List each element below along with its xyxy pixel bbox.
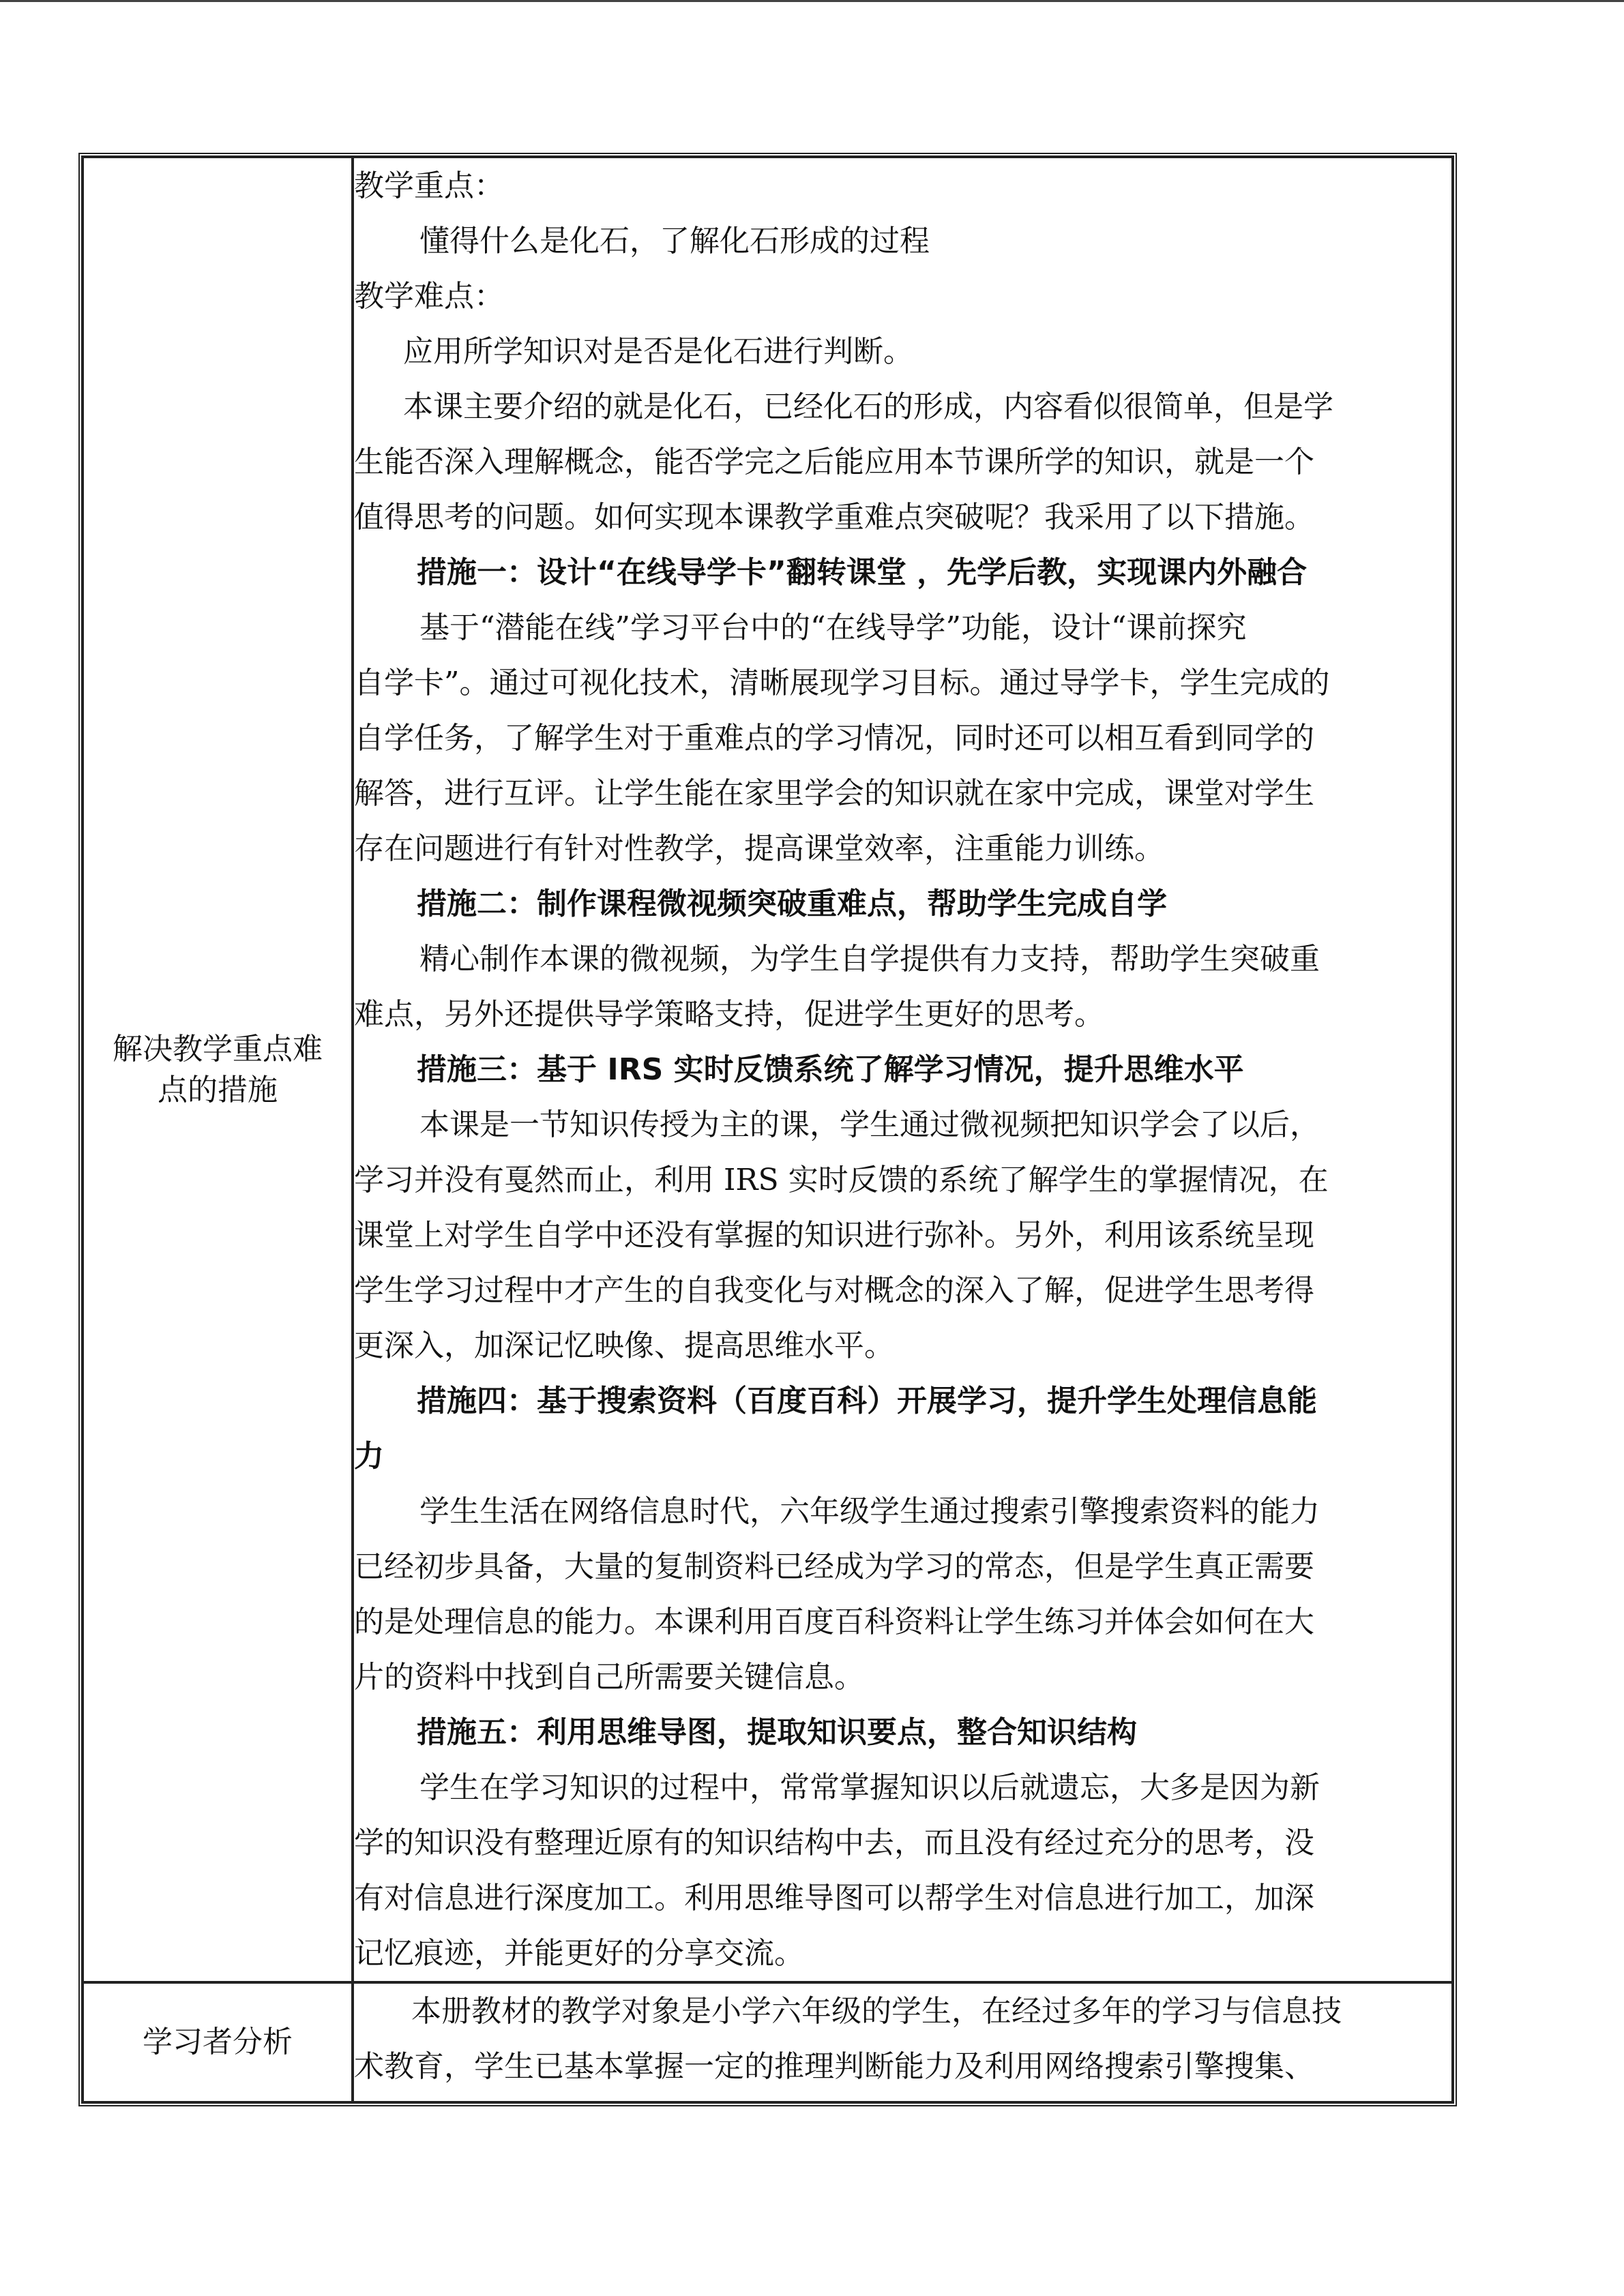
lesson-plan-table: [78, 153, 1457, 2106]
row-label-line: 点的措施: [158, 1072, 278, 1107]
measure-heading-line: 措施四：基于搜索资料（百度百科）开展学习，提升学生处理信息能: [417, 1384, 1317, 1418]
table-row: [83, 1982, 1453, 2102]
paragraph-line: 自学卡”。通过可视化技术，清晰展现学习目标。通过导学卡，学生完成的: [354, 666, 1330, 700]
measure-heading-line: 力: [354, 1439, 384, 1474]
measure-heading-line: 措施一：设计“在线导学卡”翻转课堂 ，先学后教，实现课内外融合: [417, 555, 1308, 590]
paragraph-line: 学习并没有戛然而止，利用 IRS 实时反馈的系统了解学生的掌握情况，在: [354, 1163, 1329, 1197]
paragraph-line: 本课主要介绍的就是化石，已经化石的形成，内容看似很简单，但是学: [403, 389, 1333, 424]
paragraph-line: 应用所学知识对是否是化石进行判断。: [403, 334, 913, 369]
paragraph-line: 基于“潜能在线”学习平台中的“在线导学”功能，设计“课前探究: [419, 610, 1247, 645]
paragraph-line: 生能否深入理解概念，能否学完之后能应用本节课所学的知识，就是一个: [354, 445, 1314, 479]
paragraph-line: 值得思考的问题。如何实现本课教学重难点突破呢？我采用了以下措施。: [354, 500, 1314, 535]
row-label-measures: [83, 157, 353, 1982]
paragraph-line: 学生生活在网络信息时代，六年级学生通过搜索引擎搜索资料的能力: [419, 1494, 1320, 1529]
paragraph-line: 教学重点：: [354, 168, 504, 203]
paragraph-line: 学的知识没有整理近原有的知识结构中去，而且没有经过充分的思考，没: [354, 1825, 1314, 1860]
row-label-line: 解决教学重点难: [113, 1031, 323, 1067]
paragraph-line: 精心制作本课的微视频，为学生自学提供有力支持，帮助学生突破重: [419, 942, 1320, 976]
table-row: [83, 157, 1453, 1982]
paragraph-line: 已经初步具备，大量的复制资料已经成为学习的常态，但是学生真正需要: [354, 1549, 1314, 1584]
paragraph-line: 术教育，学生已基本掌握一定的推理判断能力及利用网络搜索引擎搜集、: [354, 2049, 1314, 2084]
paragraph-line: 自学任务，了解学生对于重难点的学习情况，同时还可以相互看到同学的: [354, 721, 1314, 756]
paragraph-line: 更深入，加深记忆映像、提高思维水平。: [354, 1328, 894, 1363]
row-label-line: 学习者分析: [143, 2025, 293, 2059]
row-content-measures: [353, 157, 1453, 1982]
paragraph-line: 解答，进行互评。让学生能在家里学会的知识就在家中完成，课堂对学生: [354, 776, 1314, 811]
paragraph-line: 本册教材的教学对象是小学六年级的学生，在经过多年的学习与信息技: [411, 1994, 1342, 2029]
paragraph-line: 片的资料中找到自己所需要关键信息。: [354, 1660, 864, 1695]
paragraph-line: 记忆痕迹，并能更好的分享交流。: [354, 1936, 804, 1971]
paragraph-line: 难点，另外还提供导学策略支持，促进学生更好的思考。: [354, 997, 1104, 1032]
paragraph-line: 教学难点：: [354, 279, 504, 314]
paragraph-line: 学生在学习知识的过程中，常常掌握知识以后就遗忘，大多是因为新: [419, 1770, 1320, 1805]
paragraph-line: 的是处理信息的能力。本课利用百度百科资料让学生练习并体会如何在大: [354, 1605, 1314, 1639]
measure-heading-line: 措施三：基于 IRS 实时反馈系统了解学习情况，提升思维水平: [417, 1052, 1244, 1087]
paragraph-line: 存在问题进行有针对性教学，提高课堂效率，注重能力训练。: [354, 831, 1164, 866]
row-content-learner-analysis: [353, 1982, 1453, 2102]
measure-heading-line: 措施五：利用思维导图，提取知识要点，整合知识结构: [417, 1715, 1137, 1750]
measure-heading-line: 措施二：制作课程微视频突破重难点，帮助学生完成自学: [417, 886, 1167, 921]
paragraph-line: 课堂上对学生自学中还没有掌握的知识进行弥补。另外，利用该系统呈现: [354, 1218, 1314, 1253]
page-top-rule: [0, 0, 1624, 2]
paragraph-line: 懂得什么是化石，了解化石形成的过程: [419, 224, 930, 258]
paragraph-line: 学生学习过程中才产生的自我变化与对概念的深入了解，促进学生思考得: [354, 1273, 1314, 1308]
paragraph-line: 本课是一节知识传授为主的课，学生通过微视频把知识学会了以后，: [419, 1107, 1320, 1142]
paragraph-line: 有对信息进行深度加工。利用思维导图可以帮学生对信息进行加工，加深: [354, 1881, 1314, 1915]
row-label-learner-analysis: [83, 1982, 353, 2102]
